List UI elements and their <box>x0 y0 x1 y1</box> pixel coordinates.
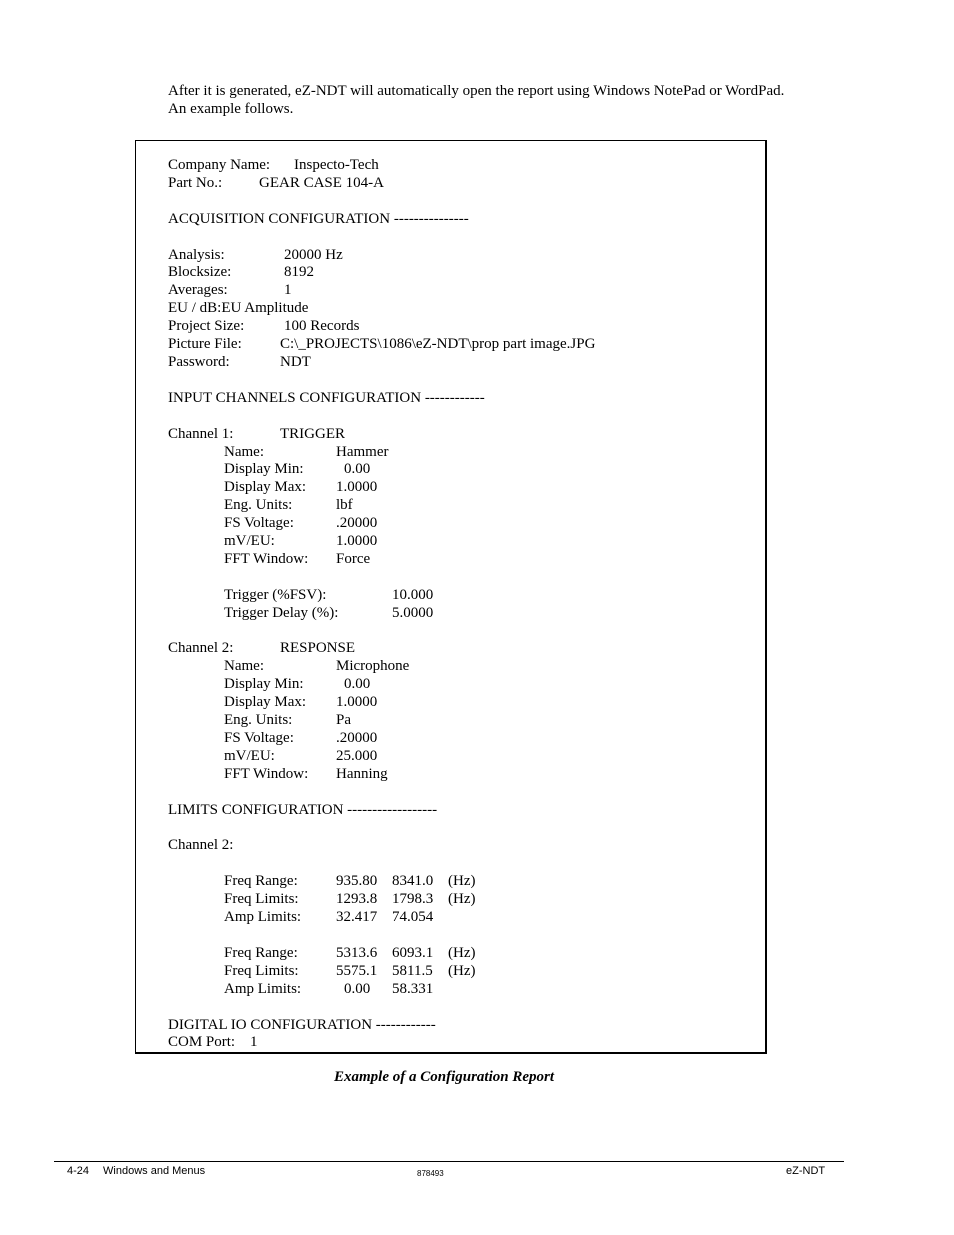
password-value: NDT <box>280 353 311 370</box>
ch2-eng-units-value: Pa <box>336 712 351 729</box>
company-label: Company Name: <box>168 157 271 173</box>
ch2-display-min-label: Display Min: <box>224 676 304 693</box>
blocksize-label: Blocksize: <box>168 264 232 281</box>
blocksize-value: 8192 <box>284 264 314 281</box>
ch2-display-max-label: Display Max: <box>224 694 307 711</box>
limit-2-freq-limits-high: 5811.5 <box>392 962 433 979</box>
limit-1-freq-limits-unit: (Hz) <box>448 891 476 908</box>
ch1-fs-voltage-value: .20000 <box>336 515 378 532</box>
com-port-label: COM Port: <box>168 1034 236 1051</box>
limits-header-text: LIMITS CONFIGURATION ------------------ <box>168 801 438 818</box>
limit-2-freq-limits-unit: (Hz) <box>448 962 476 979</box>
limit-1-amp-limits-high: 74.054 <box>392 909 434 926</box>
picture-file-value: C:\_PROJECTS\1086\eZ-NDT\prop part image.JPG <box>280 336 596 353</box>
limit-1-freq-range-high: 8341.0 <box>392 873 434 890</box>
ch1-display-max-value: 1.0000 <box>336 479 378 496</box>
limits-channel-label: Channel 2: <box>168 837 234 854</box>
limit-1-freq-range-label: Freq Range: <box>224 873 298 890</box>
footer-product: eZ-NDT <box>786 1165 826 1177</box>
ch1-fs-voltage-label: FS Voltage: <box>224 515 294 532</box>
limit-1-amp-limits-low: 32.417 <box>336 909 378 926</box>
figure-caption: Example of a Configuration Report <box>333 1069 555 1085</box>
picture-file-label: Picture File: <box>168 336 242 353</box>
ch1-display-min-value: 0.00 <box>344 461 371 478</box>
acquisition-header-text: ACQUISITION CONFIGURATION --------------- <box>168 210 469 227</box>
configuration-report-box <box>135 140 767 1054</box>
ch1-fft-window-label: FFT Window: <box>224 550 309 567</box>
ch1-display-min-label: Display Min: <box>224 461 304 478</box>
ch2-mv-eu-value: 25.000 <box>336 747 378 764</box>
footer-section: Windows and Menus <box>103 1165 206 1177</box>
limit-2-freq-range-high: 6093.1 <box>392 944 434 961</box>
limit-1-freq-range-unit: (Hz) <box>448 873 476 890</box>
intro-line-1: After it is generated, eZ-NDT will automatically open the report using Windows NotePad or WordPad. <box>168 83 785 99</box>
ch1-name-value: Hammer <box>336 443 389 460</box>
com-port-value: 1 <box>250 1034 258 1051</box>
ch1-name-label: Name: <box>224 443 264 460</box>
limit-2-freq-range-low: 5313.6 <box>336 944 378 961</box>
company-value: Inspecto-Tech <box>294 157 379 173</box>
limit-1-freq-limits-label: Freq Limits: <box>224 891 299 908</box>
footer-rule <box>54 1161 844 1162</box>
limit-1-freq-limits-high: 1798.3 <box>392 891 434 908</box>
project-size-value: 100 Records <box>284 318 360 335</box>
ch1-trigger-delay-label: Trigger Delay (%): <box>224 604 339 621</box>
limit-1-amp-limits-label: Amp Limits: <box>224 909 302 926</box>
ch1-eng-units-value: lbf <box>336 497 353 514</box>
averages-label: Averages: <box>168 282 228 299</box>
ch1-trigger-value: 10.000 <box>392 586 434 603</box>
ch1-eng-units-label: Eng. Units: <box>224 497 293 514</box>
ch1-trigger-label: Trigger (%FSV): <box>224 586 327 603</box>
ch2-display-max-value: 1.0000 <box>336 694 378 711</box>
limit-2-amp-limits-high: 58.331 <box>392 980 434 997</box>
part-label: Part No.: <box>168 174 223 191</box>
limit-2-amp-limits-label: Amp Limits: <box>224 980 302 997</box>
ch2-fs-voltage-label: FS Voltage: <box>224 730 294 746</box>
ch2-fs-voltage-value: .20000 <box>336 730 378 746</box>
password-label: Password: <box>168 353 230 370</box>
averages-value: 1 <box>284 282 292 299</box>
ch2-fft-window-label: FFT Window: <box>224 765 309 782</box>
ch1-mv-eu-label: mV/EU: <box>224 533 275 550</box>
ch1-trigger-delay-value: 5.0000 <box>392 604 434 621</box>
footer-doc-number: 878493 <box>417 1169 444 1178</box>
limit-2-freq-range-label: Freq Range: <box>224 944 298 961</box>
limit-1-freq-limits-low: 1293.8 <box>336 891 378 908</box>
ch2-mv-eu-label: mV/EU: <box>224 747 275 764</box>
intro-paragraph <box>168 82 848 118</box>
input-channels-header-text: INPUT CHANNELS CONFIGURATION ------------ <box>168 389 485 406</box>
ch2-display-min-value: 0.00 <box>344 676 371 693</box>
ch1-fft-window-value: Force <box>336 550 371 567</box>
analysis-label: Analysis: <box>168 246 225 263</box>
channel-1-label: Channel 1: <box>168 425 234 442</box>
intro-line-2: An example follows. <box>168 101 294 117</box>
limit-1-freq-range-low: 935.80 <box>336 873 378 890</box>
project-size-label: Project Size: <box>168 318 245 335</box>
channel-1-value: TRIGGER <box>280 425 345 442</box>
analysis-value: 20000 Hz <box>284 246 343 263</box>
ch2-name-value: Microphone <box>336 658 410 675</box>
ch1-display-max-label: Display Max: <box>224 479 307 496</box>
footer-left <box>67 1165 205 1178</box>
eu-text: EU / dB:EU Amplitude <box>168 300 309 317</box>
digital-io-header-text: DIGITAL IO CONFIGURATION ------------ <box>168 1016 436 1033</box>
ch2-eng-units-label: Eng. Units: <box>224 712 293 729</box>
ch2-name-label: Name: <box>224 658 264 675</box>
footer-page-number: 4-24 <box>67 1165 90 1177</box>
limit-2-freq-limits-label: Freq Limits: <box>224 962 299 979</box>
limit-2-freq-range-unit: (Hz) <box>448 944 476 961</box>
ch1-mv-eu-value: 1.0000 <box>336 533 378 550</box>
ch2-fft-window-value: Hanning <box>336 765 388 782</box>
channel-2-value: RESPONSE <box>280 640 356 657</box>
channel-2-label: Channel 2: <box>168 640 234 657</box>
part-value: GEAR CASE 104-A <box>259 174 385 191</box>
limit-2-freq-limits-low: 5575.1 <box>336 962 378 979</box>
limit-2-amp-limits-low: 0.00 <box>344 980 371 997</box>
